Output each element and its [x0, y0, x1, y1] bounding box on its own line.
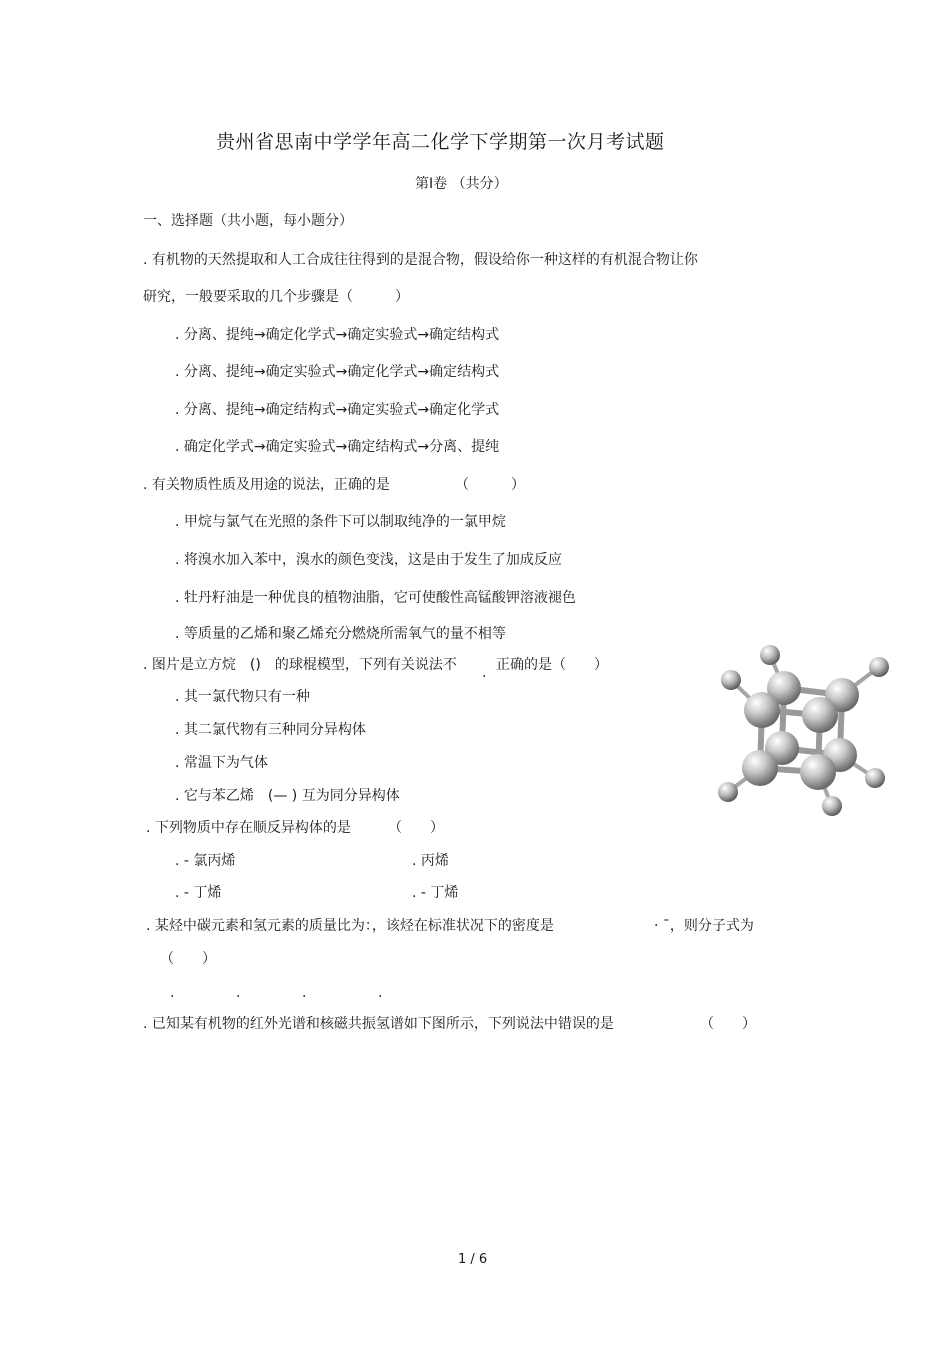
q2-answer-paren: （ ） — [455, 477, 525, 493]
q5-option: . — [236, 985, 241, 1001]
q4-answer-paren: （ ） — [388, 820, 444, 836]
q4-option: . - 丁烯 — [412, 885, 459, 901]
q2-option: . 将溴水加入苯中，溴水的颜色变浅，这是由于发生了加成反应 — [175, 552, 562, 568]
exam-title: 贵州省思南中学学年高二化学下学期第一次月考试题 — [216, 131, 665, 153]
q6-answer-paren: （ ） — [700, 1016, 756, 1032]
q3-option: . 其二氯代物有三种同分异构体 — [175, 722, 366, 738]
q3-stem-tail: 正确的是（ ） — [496, 657, 608, 673]
q4-stem: . 下列物质中存在顺反异构体的是 — [146, 820, 351, 836]
q1-stem-line1: . 有机物的天然提取和人工合成往往得到的是混合物，假设给你一种这样的有机混合物让你 — [143, 252, 698, 268]
section-heading: 一、选择题（共小题，每小题分） — [143, 213, 353, 229]
q1-option: . 分离、提纯→确定结构式→确定实验式→确定化学式 — [175, 402, 500, 418]
volume-label: 第Ⅰ卷 （共分） — [415, 176, 508, 192]
q3-stem: . 图片是立方烷 () 的球棍模型，下列有关说法不 — [143, 657, 457, 673]
q5-stem: . 某烃中碳元素和氢元素的质量比为：，该烃在标准状况下的密度是 — [146, 918, 554, 934]
q2-stem: . 有关物质性质及用途的说法，正确的是 — [143, 477, 390, 493]
q1-option: . 确定化学式→确定实验式→确定结构式→分离、提纯 — [175, 439, 500, 455]
q5-stem-tail: · ¯，则分子式为 — [654, 918, 754, 934]
q5-option: . — [170, 985, 175, 1001]
q4-option: . - 丁烯 — [175, 885, 222, 901]
q1-stem-line2: 研究，一般要采取的几个步骤是（ ） — [143, 289, 409, 305]
q5-option: . — [378, 985, 383, 1001]
q4-option: . - 氯丙烯 — [175, 853, 236, 869]
q1-option: . 分离、提纯→确定实验式→确定化学式→确定结构式 — [175, 364, 500, 380]
q3-option: . 它与苯乙烯 (— ) 互为同分异构体 — [175, 788, 400, 804]
q2-option: . 甲烷与氯气在光照的条件下可以制取纯净的一氯甲烷 — [175, 514, 506, 530]
q3-option: . 常温下为气体 — [175, 755, 268, 771]
q4-option: . 丙烯 — [412, 853, 449, 869]
page-number: 1 / 6 — [458, 1252, 488, 1267]
q5-answer-paren: （ ） — [160, 951, 216, 967]
q2-option: . 等质量的乙烯和聚乙烯充分燃烧所需氧气的量不相等 — [175, 626, 506, 642]
q1-option: . 分离、提纯→确定化学式→确定实验式→确定结构式 — [175, 327, 500, 343]
q6-stem: . 已知某有机物的红外光谱和核磁共振氢谱如下图所示，下列说法中错误的是 — [143, 1016, 614, 1032]
q3-option: . 其一氯代物只有一种 — [175, 689, 310, 705]
q5-option: . — [302, 985, 307, 1001]
hydrogen-atoms — [718, 645, 889, 816]
q3-emphasis-dot: . — [482, 665, 487, 681]
cubane-ball-stick-model — [712, 640, 898, 820]
q2-option: . 牡丹籽油是一种优良的植物油脂，它可使酸性高锰酸钾溶液褪色 — [175, 590, 576, 606]
